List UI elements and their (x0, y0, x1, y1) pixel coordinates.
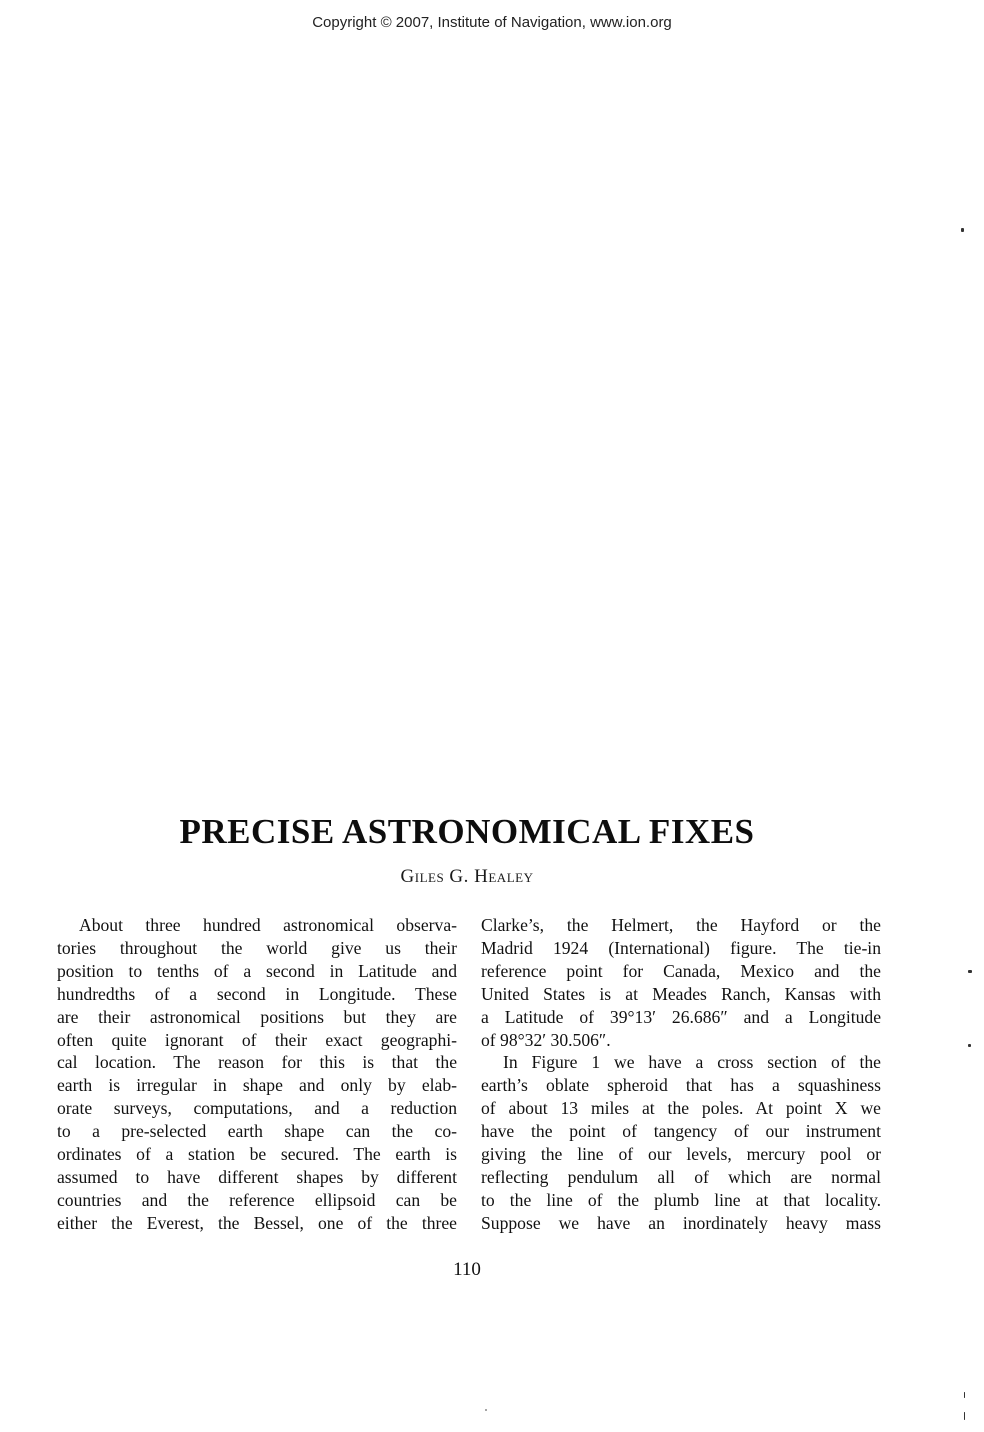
text-line: to a pre-selected earth shape can the co- (57, 1121, 457, 1142)
article-title: PRECISE ASTRONOMICAL FIXES (179, 812, 755, 851)
copyright-notice: Copyright © 2007, Institute of Navigation, www.ion.org (312, 14, 672, 31)
text-line: cal location. The reason for this is that the (57, 1052, 457, 1073)
text-line: of about 13 miles at the poles. At point X we (481, 1098, 881, 1119)
text-line: orate surveys, computations, and a reduction (57, 1098, 457, 1119)
text-line: About three hundred astronomical observa- (79, 915, 457, 935)
text-line: Clarke’s, the Helmert, the Hayford or the (481, 915, 881, 935)
text-line: United States is at Meades Ranch, Kansas with (481, 983, 881, 1004)
text-line: ordinates of a station be secured. The earth is (57, 1144, 457, 1165)
text-line: a Latitude of 39°13′ 26.686″ and a Longitude (481, 1006, 881, 1027)
scan-speck (485, 1409, 487, 1411)
text-line: to the line of the plumb line at that locality. (481, 1189, 881, 1210)
scan-speck (968, 970, 972, 973)
text-line: are their astronomical positions but they are (57, 1006, 457, 1027)
text-line: of 98°32′ 30.506″. (481, 1029, 611, 1050)
text-line: tories throughout the world give us their (57, 937, 457, 958)
text-line: reference point for Canada, Mexico and the (481, 960, 881, 981)
text-line: earth is irregular in shape and only by elab- (57, 1075, 457, 1096)
page-number: 110 (453, 1259, 481, 1280)
article-author: Giles G. Healey (400, 866, 534, 887)
text-line: either the Everest, the Bessel, one of the three (57, 1212, 457, 1233)
body-column-right (481, 914, 881, 1235)
body-column-left (57, 914, 457, 1235)
text-line: In Figure 1 we have a cross section of the (503, 1052, 881, 1073)
scan-speck (961, 228, 964, 232)
scan-speck (964, 1392, 965, 1398)
text-line: hundredths of a second in Longitude. These (57, 983, 457, 1004)
scan-speck (968, 1044, 971, 1047)
text-line: position to tenths of a second in Latitude and (57, 960, 457, 981)
text-line: assumed to have different shapes by different (57, 1166, 457, 1187)
text-line: Madrid 1924 (International) figure. The tie-in (481, 937, 881, 958)
text-line: earth’s oblate spheroid that has a squashiness (481, 1075, 881, 1096)
text-line: have the point of tangency of our instrument (481, 1121, 881, 1142)
text-line: often quite ignorant of their exact geographi- (57, 1029, 457, 1050)
scan-speck (964, 1412, 965, 1420)
text-line: reflecting pendulum all of which are normal (481, 1166, 881, 1187)
text-line: giving the line of our levels, mercury pool or (481, 1144, 881, 1165)
text-line: Suppose we have an inordinately heavy mass (481, 1212, 881, 1233)
text-line: countries and the reference ellipsoid can be (57, 1189, 457, 1210)
